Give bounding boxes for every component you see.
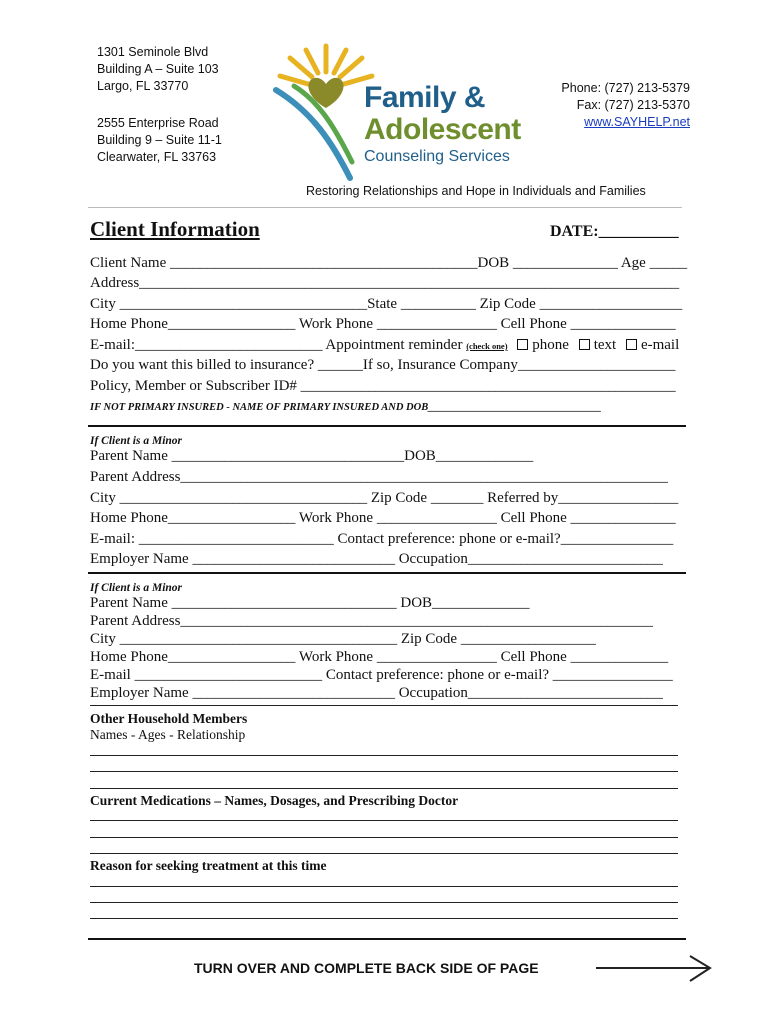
parent1-city-row[interactable]: City _________________________________ Zip Code _______ Referred by________________ xyxy=(90,490,679,506)
blank-line[interactable] xyxy=(90,853,678,854)
policy-id-row[interactable]: Policy, Member or Subscriber ID# __________________________________________________ xyxy=(90,378,676,394)
blank-line[interactable] xyxy=(90,918,678,919)
blank-line[interactable] xyxy=(90,820,678,821)
logo-text-counseling: Counseling Services xyxy=(364,148,510,165)
logo-text-adolescent: Adolescent xyxy=(364,113,521,146)
tagline: Restoring Relationships and Hope in Individuals and Families xyxy=(306,184,646,198)
email-reminder-row xyxy=(90,336,680,355)
phone-number: Phone: (727) 213-5379 xyxy=(561,81,690,95)
blank-line[interactable] xyxy=(90,886,678,887)
parent1-email-row[interactable]: E-mail: __________________________ Contact preference: phone or e-mail?_______________ xyxy=(90,531,674,547)
parent1-phone-row[interactable]: Home Phone_________________ Work Phone ________________ Cell Phone ______________ xyxy=(90,510,676,526)
insurance-row[interactable]: Do you want this billed to insurance? ______If so, Insurance Company_____________________ xyxy=(90,357,676,373)
blank-line[interactable] xyxy=(90,902,678,903)
address-line: 1301 Seminole Blvd xyxy=(97,45,209,59)
parent2-email-row[interactable]: E-mail _________________________ Contact preference: phone or e-mail? ________________ xyxy=(90,667,673,683)
reminder-text-checkbox[interactable] xyxy=(579,339,590,350)
fax-number: Fax: (727) 213-5370 xyxy=(576,98,690,112)
parent1-name-row[interactable]: Parent Name _______________________________DOB_____________ xyxy=(90,448,534,464)
parent2-phone-row[interactable]: Home Phone_________________ Work Phone ________________ Cell Phone _____________ xyxy=(90,649,669,665)
email-field[interactable]: E-mail:_________________________ Appointment reminder xyxy=(90,337,467,353)
parent1-address-row[interactable]: Parent Address_________________________________________________________________ xyxy=(90,469,668,485)
section-divider xyxy=(88,572,686,574)
household-heading: Other Household Members xyxy=(90,711,248,726)
footer-note: TURN OVER AND COMPLETE BACK SIDE OF PAGE xyxy=(194,960,539,976)
address-row[interactable]: Address________________________________________________________________________ xyxy=(90,275,680,291)
reminder-email-label: e-mail xyxy=(640,337,680,353)
parent2-city-row[interactable]: City _____________________________________ Zip Code __________________ xyxy=(90,631,596,647)
page-title: Client Information xyxy=(90,217,260,241)
parent2-address-row[interactable]: Parent Address_______________________________________________________________ xyxy=(90,613,653,629)
section-divider xyxy=(88,425,686,427)
parent1-employer-row[interactable]: Employer Name ___________________________ Occupation__________________________ xyxy=(90,551,663,567)
logo-text-family: Family & xyxy=(364,81,486,114)
primary-insured-row[interactable]: IF NOT PRIMARY INSURED - NAME OF PRIMARY INSURED AND DOB_________________________________ xyxy=(90,402,602,413)
header-divider xyxy=(88,207,682,208)
address-line: Clearwater, FL 33763 xyxy=(97,150,217,164)
address-line: Building A – Suite 103 xyxy=(97,62,219,76)
minor-heading-2: If Client is a Minor xyxy=(90,582,183,594)
date-field[interactable]: DATE:__________ xyxy=(550,223,679,240)
phone-row[interactable]: Home Phone_________________ Work Phone ________________ Cell Phone ______________ xyxy=(90,316,676,332)
check-one-note: (check one) xyxy=(466,341,508,351)
blank-line[interactable] xyxy=(90,755,678,756)
address-clearwater xyxy=(97,115,222,166)
address-largo xyxy=(97,44,219,95)
arrow-right-icon xyxy=(594,954,716,986)
parent2-name-row[interactable]: Parent Name ______________________________ DOB_____________ xyxy=(90,595,530,611)
reason-heading: Reason for seeking treatment at this time xyxy=(90,858,327,873)
contact-block xyxy=(561,80,690,131)
reminder-phone-checkbox[interactable] xyxy=(517,339,528,350)
website-link[interactable]: www.SAYHELP.net xyxy=(584,115,690,129)
logo xyxy=(272,42,522,170)
household-subheading: Names - Ages - Relationship xyxy=(90,727,246,742)
address-line: Largo, FL 33770 xyxy=(97,79,189,93)
reminder-phone-label: phone xyxy=(532,337,569,353)
blank-line[interactable] xyxy=(90,788,678,789)
parent2-employer-row[interactable]: Employer Name ___________________________ Occupation__________________________ xyxy=(90,685,663,701)
reminder-email-checkbox[interactable] xyxy=(626,339,637,350)
address-line: 2555 Enterprise Road xyxy=(97,116,219,130)
reminder-text-label: text xyxy=(593,337,617,353)
city-row[interactable]: City _________________________________State __________ Zip Code ___________________ xyxy=(90,296,683,312)
blank-line[interactable] xyxy=(90,771,678,772)
medications-heading: Current Medications – Names, Dosages, and Prescribing Doctor xyxy=(90,793,459,808)
section-divider xyxy=(90,705,678,706)
section-divider xyxy=(88,938,686,940)
blank-line[interactable] xyxy=(90,837,678,838)
client-name-row[interactable]: Client Name _________________________________________DOB ______________ Age _____ xyxy=(90,255,688,271)
minor-heading-1: If Client is a Minor xyxy=(90,435,183,447)
address-line: Building 9 – Suite 11-1 xyxy=(97,133,222,147)
